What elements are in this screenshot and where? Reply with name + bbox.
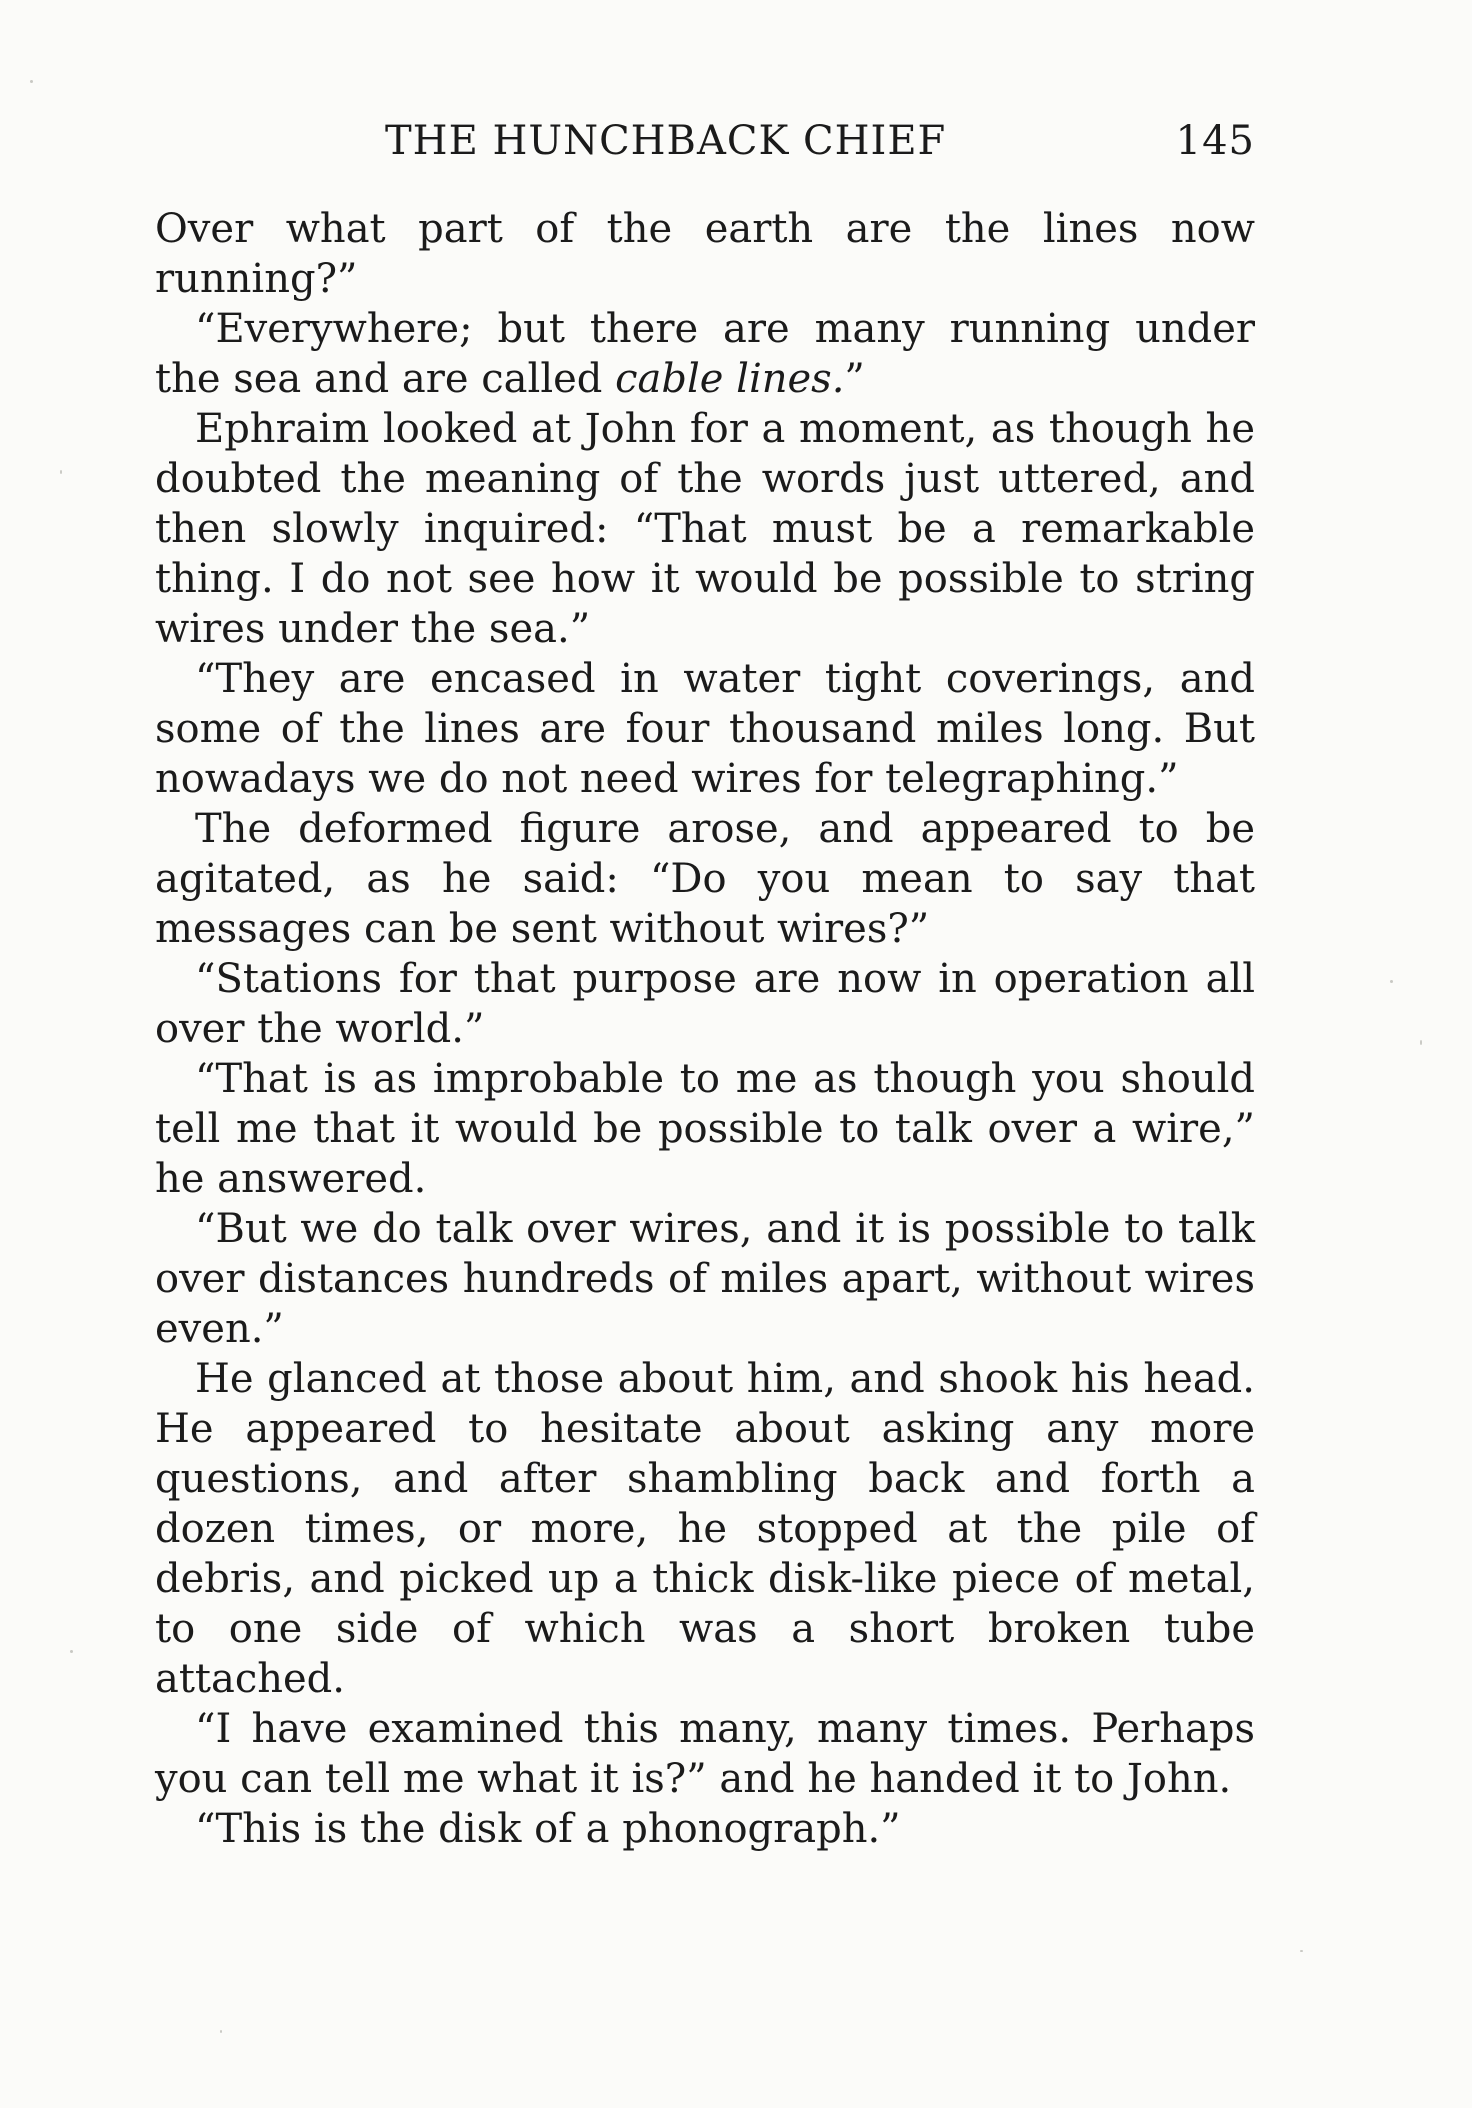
page-number: 145 <box>1175 118 1255 164</box>
paragraph-text: “This is the disk of a phonograph.” <box>195 1806 901 1852</box>
running-head <box>155 108 1255 178</box>
paragraph <box>155 1804 1255 1854</box>
paragraph-text: He glanced at those about him, and shook his head. He appeared to hesitate about asking any more questions, and after shambling back and forth a dozen times, or more, he stopped at the pile of debris, and picked up a thick disk-like piece of metal, to one side of which was a short broken tube attached. <box>155 1356 1255 1702</box>
paper-speck <box>30 80 33 83</box>
paragraph <box>155 804 1255 954</box>
paragraph <box>155 304 1255 404</box>
paragraph <box>155 1704 1255 1804</box>
paper-speck <box>220 2030 222 2033</box>
paragraph-text: “Everywhere; but there are many running under the sea and are called <box>155 306 1255 402</box>
chapter-title: THE HUNCHBACK CHIEF <box>385 118 947 164</box>
paragraph <box>155 954 1255 1054</box>
paragraph-text: Ephraim looked at John for a moment, as though he doubted the meaning of the words just uttered, and then slowly inquired: “That must be a remarkable thing. I do not see how it would be possible to string wires under the sea.” <box>155 406 1255 652</box>
paper-speck <box>1300 1950 1303 1952</box>
paragraph <box>155 1204 1255 1354</box>
body-text <box>155 204 1255 1854</box>
paragraph <box>155 204 1255 304</box>
paper-speck <box>70 1650 73 1653</box>
paper-speck <box>1390 980 1393 983</box>
paragraph-text: Over what part of the earth are the lines now running?” <box>155 206 1255 302</box>
paragraph <box>155 654 1255 804</box>
paragraph <box>155 1354 1255 1704</box>
paragraph-text: “That is as improbable to me as though you should tell me that it would be possible to talk over a wire,” he answered. <box>155 1056 1255 1202</box>
closing-quote: ” <box>844 356 865 402</box>
paragraph <box>155 1054 1255 1204</box>
paragraph-text: “But we do talk over wires, and it is possible to talk over distances hundreds of miles apart, without wires even.” <box>155 1206 1255 1352</box>
paper-speck <box>1420 1040 1422 1045</box>
book-page <box>155 108 1255 1854</box>
paper-speck <box>60 470 62 474</box>
paragraph-text: “Stations for that purpose are now in operation all over the world.” <box>155 956 1255 1052</box>
paragraph-text: “They are encased in water tight coverings, and some of the lines are four thousand miles long. But nowadays we do not need wires for telegraphing.” <box>155 656 1255 802</box>
paragraph-text: “I have examined this many, many times. Perhaps you can tell me what it is?” and he handed it to John. <box>155 1706 1255 1802</box>
italic-term: cable lines. <box>615 356 845 402</box>
paragraph-text: The deformed figure arose, and appeared to be agitated, as he said: “Do you mean to say that messages can be sent without wires?” <box>155 806 1255 952</box>
paragraph <box>155 404 1255 654</box>
